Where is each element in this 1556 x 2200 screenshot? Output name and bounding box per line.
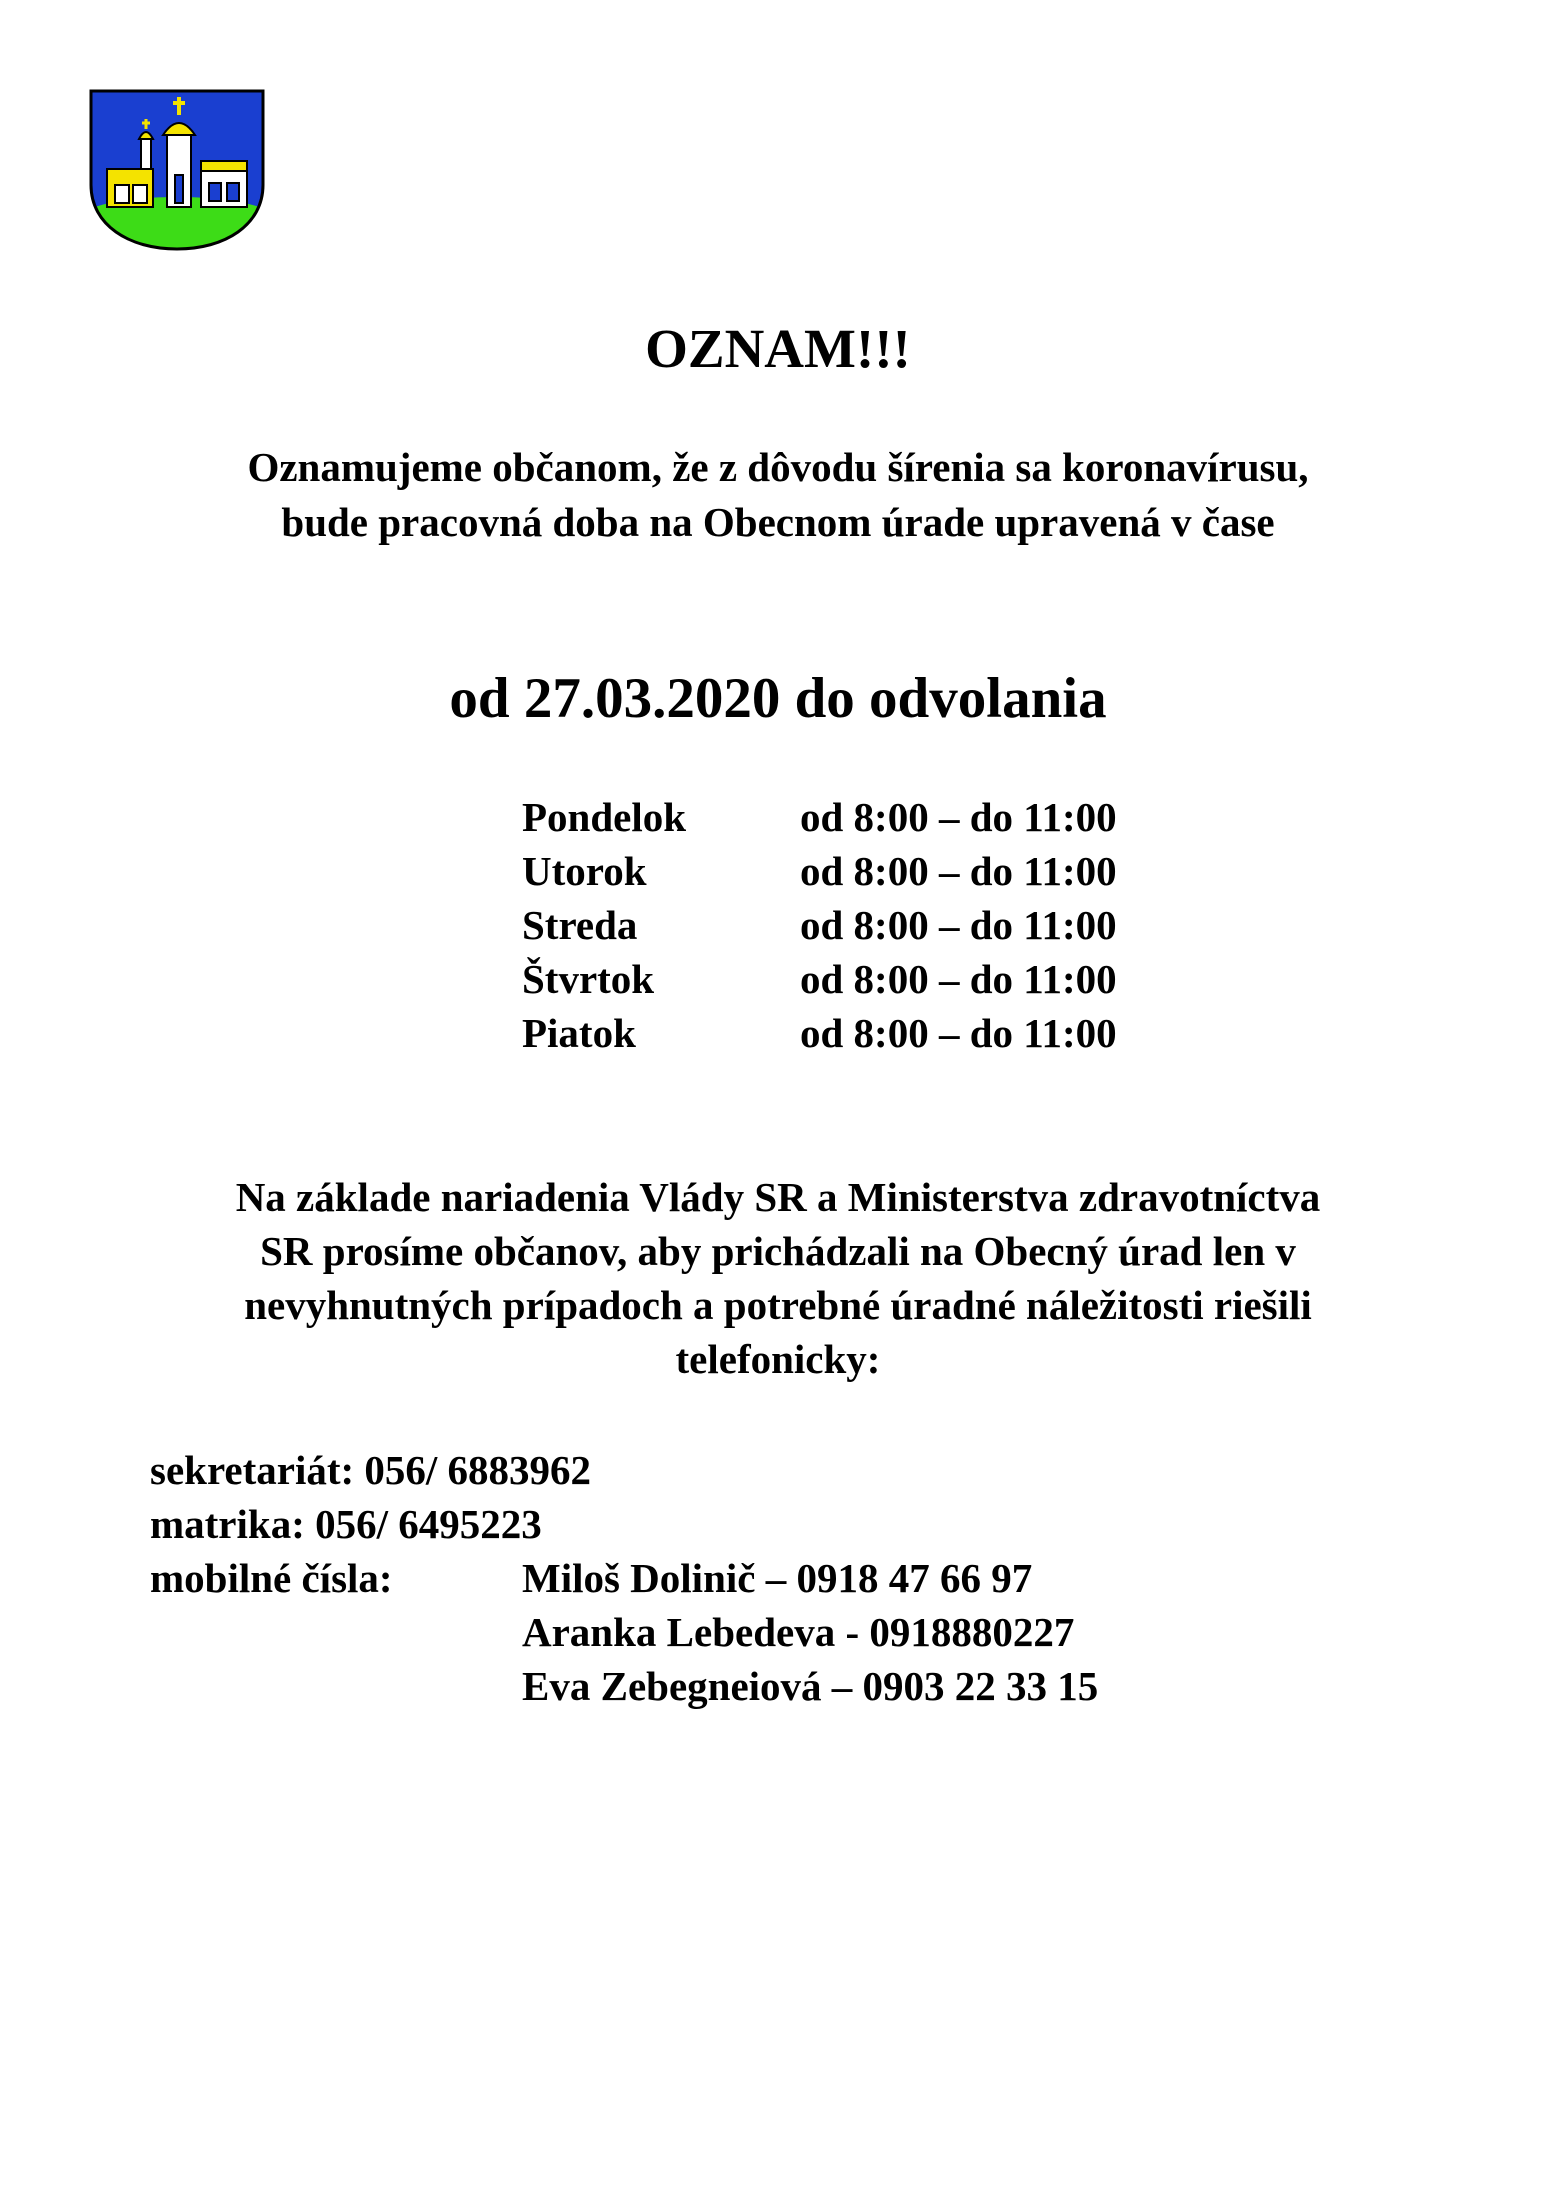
schedule-day: Pondelok: [522, 794, 687, 840]
notice-line: telefonicky:: [675, 1336, 881, 1382]
schedule-row: [522, 952, 1342, 1006]
notice-line: SR prosíme občanov, aby prichádzali na Obecný úrad len v: [260, 1228, 1296, 1274]
schedule-hours: od 8:00 – do 11:00: [800, 848, 1117, 894]
contact-list: [150, 1443, 1450, 1713]
schedule-day: Štvrtok: [522, 956, 655, 1002]
schedule-row: [522, 1006, 1342, 1060]
schedule-hours: od 8:00 – do 11:00: [800, 902, 1117, 948]
validity-period: od 27.03.2020 do odvolania: [449, 667, 1107, 730]
municipal-coat-of-arms-icon: [89, 89, 265, 251]
mobile-contact-item: Eva Zebegneiová – 0903 22 33 15: [522, 1663, 1099, 1709]
schedule-day: Utorok: [522, 848, 647, 894]
schedule-hours: od 8:00 – do 11:00: [800, 1010, 1117, 1056]
mobile-contacts: [150, 1551, 1450, 1713]
intro-line: Oznamujeme občanom, že z dôvodu šírenia sa koronavírusu,: [247, 444, 1309, 490]
registry-contact: matrika: 056/ 6495223: [150, 1501, 542, 1547]
secretariat-contact: sekretariát: 056/ 6883962: [150, 1447, 592, 1493]
intro-paragraph: [0, 440, 1556, 550]
government-notice-paragraph: [0, 1170, 1556, 1386]
notice-title: OZNAM!!!: [645, 318, 911, 379]
mobile-label: mobilné čísla:: [150, 1555, 393, 1601]
mobile-number-list: [522, 1551, 1098, 1713]
schedule-hours: od 8:00 – do 11:00: [800, 956, 1117, 1002]
mobile-contact-item: Miloš Dolinič – 0918 47 66 97: [522, 1555, 1033, 1601]
notice-line: Na základe nariadenia Vlády SR a Ministerstva zdravotníctva: [235, 1174, 1321, 1220]
schedule-row: [522, 790, 1342, 844]
schedule-day: Streda: [522, 902, 638, 948]
schedule-row: [522, 898, 1342, 952]
schedule-row: [522, 844, 1342, 898]
schedule-day: Piatok: [522, 1010, 636, 1056]
intro-line: bude pracovná doba na Obecnom úrade upravená v čase: [281, 499, 1275, 545]
mobile-contact-item: Aranka Lebedeva - 0918880227: [522, 1609, 1075, 1655]
office-hours-schedule: [522, 790, 1342, 1060]
notice-line: nevyhnutných prípadoch a potrebné úradné náležitosti riešili: [244, 1282, 1312, 1328]
schedule-hours: od 8:00 – do 11:00: [800, 794, 1117, 840]
